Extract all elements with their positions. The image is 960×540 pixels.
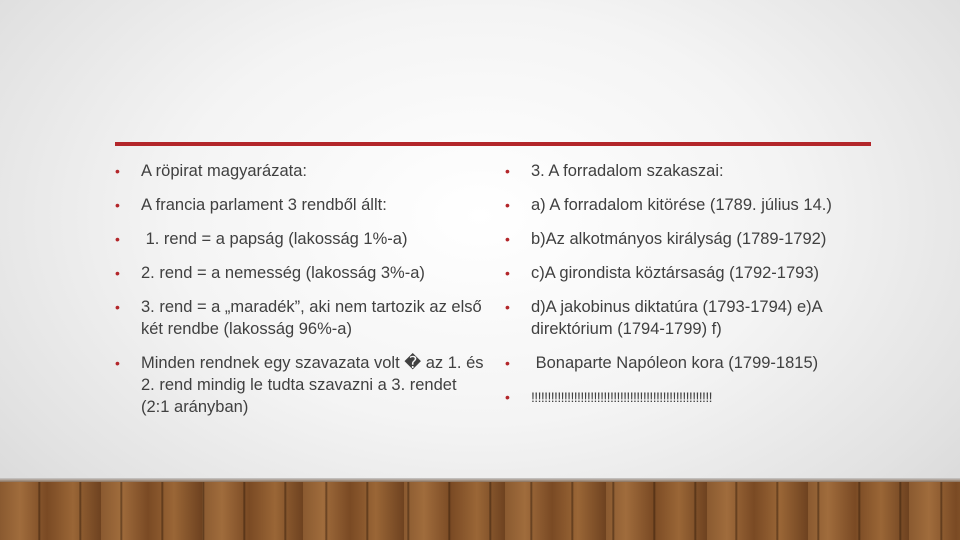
list-item-text: 3. rend = a „maradék”, aki nem tartozik az első két rendbe (lakosság 96%-a)	[141, 298, 482, 338]
bullet-icon: •	[115, 299, 120, 315]
list-item-text: a) A forradalom kitörése (1789. július 14.)	[531, 196, 832, 214]
bullet-icon: •	[505, 265, 510, 281]
list-item	[115, 352, 485, 418]
list-item-text: b)Az alkotmányos királyság (1789-1792)	[531, 230, 827, 248]
right-bullet-list	[505, 160, 885, 408]
list-item-text: Minden rendnek egy szavazata volt � az 1. és 2. rend mindig le tudta szavazni a 3. rendet (2:1 arányban)	[141, 354, 484, 416]
bullet-icon: •	[115, 265, 120, 281]
list-item-text: 2. rend = a nemesség (lakosság 3%-a)	[141, 264, 425, 282]
list-item-text: c)A girondista köztársaság (1792-1793)	[531, 264, 819, 282]
bullet-icon: •	[505, 299, 510, 315]
left-column	[115, 160, 485, 418]
list-item	[115, 262, 485, 284]
list-item	[115, 296, 485, 340]
list-item	[505, 228, 885, 250]
list-item	[115, 228, 485, 250]
left-bullet-list	[115, 160, 485, 418]
list-item	[505, 296, 885, 340]
bullet-icon: •	[115, 231, 120, 247]
list-item	[505, 262, 885, 284]
list-item-text: A francia parlament 3 rendből állt:	[141, 196, 387, 214]
list-item	[505, 194, 885, 216]
right-column	[505, 160, 885, 408]
list-item-text: A röpirat magyarázata:	[141, 162, 307, 180]
list-item	[115, 160, 485, 182]
list-item	[505, 386, 885, 408]
bullet-icon: •	[115, 355, 120, 371]
bullet-icon: •	[505, 163, 510, 179]
bullet-icon: •	[505, 231, 510, 247]
list-item	[115, 194, 485, 216]
title-divider	[115, 142, 871, 146]
bullet-icon: •	[505, 355, 510, 371]
list-item-text: 3. A forradalom szakaszai:	[531, 162, 724, 180]
bullet-icon: •	[115, 163, 120, 179]
list-item-text: !!!!!!!!!!!!!!!!!!!!!!!!!!!!!!!!!!!!!!!!!!!!!!!!!!!!!!!	[531, 389, 712, 405]
list-item-text: d)A jakobinus diktatúra (1793-1794) e)A direktórium (1794-1799) f)	[531, 298, 822, 338]
list-item	[505, 352, 885, 374]
list-item-text: 1. rend = a papság (lakosság 1%-a)	[141, 230, 408, 248]
wood-floor	[0, 482, 960, 540]
bullet-icon: •	[505, 389, 510, 405]
list-item-text: Bonaparte Napóleon kora (1799-1815)	[531, 354, 819, 372]
list-item	[505, 160, 885, 182]
bullet-icon: •	[505, 197, 510, 213]
bullet-icon: •	[115, 197, 120, 213]
